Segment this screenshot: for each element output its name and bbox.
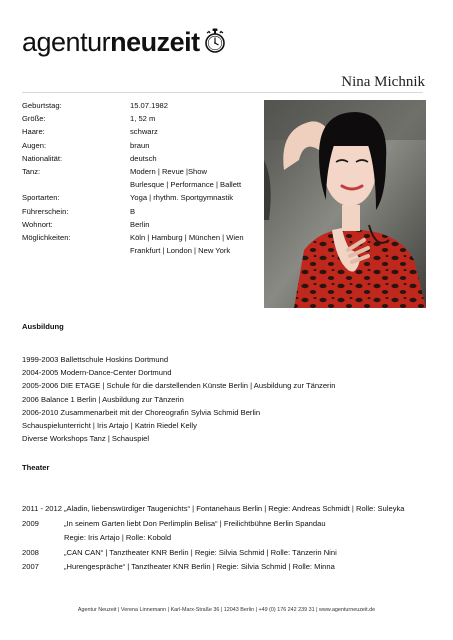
ausbildung-item: 2005-2006 DIE ETAGE | Schule für die darstellenden Künste Berlin | Ausbildung zur Tänzerin (22, 381, 336, 391)
ausbildung-item: 1999-2003 Ballettschule Hoskins Dortmund (22, 355, 169, 364)
profile-label: Möglichkeiten: (22, 233, 71, 243)
profile-table (22, 99, 262, 257)
theater-year: 2007 (22, 562, 39, 572)
portrait-illustration (264, 100, 426, 308)
profile-value: Yoga | rhythm. Sportgymnastik (130, 193, 233, 203)
page-footer: Agentur Neuzeit | Verena Linnemann | Karl-Marx-Straße 36 | 12043 Berlin | +49 (0) 176 242 239 31 | www.agenturneuzeit.de (77, 607, 376, 613)
profile-label (22, 178, 130, 191)
theater-year: 2008 (22, 547, 39, 557)
stopwatch-icon (204, 28, 226, 54)
theater-year: 2009 (22, 518, 39, 528)
profile-row (22, 165, 262, 178)
profile-row (22, 244, 262, 257)
profile-value: schwarz (130, 127, 158, 137)
profile-row (22, 205, 262, 218)
profile-label (22, 244, 130, 257)
profile-value: 15.07.1982 (130, 101, 169, 110)
profile-value: Frankfurt | London | New York (130, 246, 231, 256)
theater-description: „In seinem Garten liebt Don Perlimplin Belisa“ | Freilichtbühne Berlin Spandau (64, 518, 326, 528)
theater-description: „Aladin, liebenswürdiger Taugenichts“ | Fontanehaus Berlin | Regie: Andreas Schmidt | Rolle: Suleyka (64, 504, 405, 513)
profile-label: Augen: (22, 140, 47, 150)
agency-logo (22, 20, 226, 56)
profile-value: braun (130, 140, 150, 150)
profile-row (22, 152, 262, 165)
person-name: Nina Michnik (341, 74, 425, 90)
profile-value: Köln | Hamburg | München | Wien (130, 233, 244, 243)
theater-item (22, 546, 442, 561)
theater-year: 2011 - 2012 (22, 504, 62, 513)
profile-value: deutsch (130, 153, 157, 163)
profile-label: Geburtstag: (22, 101, 62, 110)
ausbildung-item: 2006-2010 Zusammenarbeit mit der Choreografin Sylvia Schmid Berlin (22, 407, 261, 417)
ausbildung-item: 2004-2005 Modern-Dance-Center Dortmund (22, 368, 172, 378)
profile-label: Nationalität: (22, 153, 63, 163)
profile-row (22, 231, 262, 244)
header-divider (22, 92, 423, 93)
profile-row (22, 218, 262, 231)
ausbildung-title: Ausbildung (22, 322, 64, 331)
theater-item (22, 502, 442, 517)
ausbildung-list (22, 353, 432, 445)
profile-label: Tanz: (22, 167, 41, 177)
profile-row (22, 178, 262, 191)
profile-row (22, 139, 262, 152)
theater-description: „CAN CAN“ | Tanztheater KNR Berlin | Regie: Silvia Schmid | Rolle: Tänzerin Nini (64, 547, 337, 557)
profile-row (22, 191, 262, 204)
logo-light-text: agentur (22, 27, 111, 57)
profile-label: Führerschein: (22, 206, 69, 216)
logo-bold-text: neuzeit (110, 27, 200, 57)
profile-row (22, 125, 262, 138)
profile-value: 1, 52 m (130, 114, 156, 124)
theater-list (22, 502, 442, 575)
profile-row (22, 99, 262, 112)
theater-item (22, 517, 442, 532)
profile-value: B (130, 206, 136, 216)
profile-label: Haare: (22, 127, 45, 137)
profile-value: Burlesque | Performance | Ballett (130, 180, 242, 190)
profile-value: Berlin (130, 219, 150, 229)
portrait-photo (264, 100, 426, 308)
profile-value: Modern | Revue |Show (130, 167, 207, 177)
ausbildung-item: Schauspielunterricht | Iris Artajo | Katrin Riedel Kelly (22, 421, 197, 431)
profile-row (22, 112, 262, 125)
logo-wordmark (22, 29, 200, 56)
profile-label: Größe: (22, 114, 46, 124)
ausbildung-item: Diverse Workshops Tanz | Schauspiel (22, 434, 150, 444)
theater-description: Regie: Iris Artajo | Rolle: Kobold (64, 533, 172, 543)
theater-item (22, 560, 442, 575)
theater-title: Theater (22, 463, 50, 472)
theater-year (22, 531, 64, 546)
theater-item (22, 531, 442, 546)
profile-label: Sportarten: (22, 193, 60, 203)
profile-label: Wohnort: (22, 219, 53, 229)
ausbildung-item: 2006 Balance 1 Berlin | Ausbildung zur Tänzerin (22, 394, 184, 404)
theater-description: „Hurengespräche“ | Tanztheater KNR Berlin | Regie: Silvia Schmid | Rolle: Minna (64, 562, 335, 572)
